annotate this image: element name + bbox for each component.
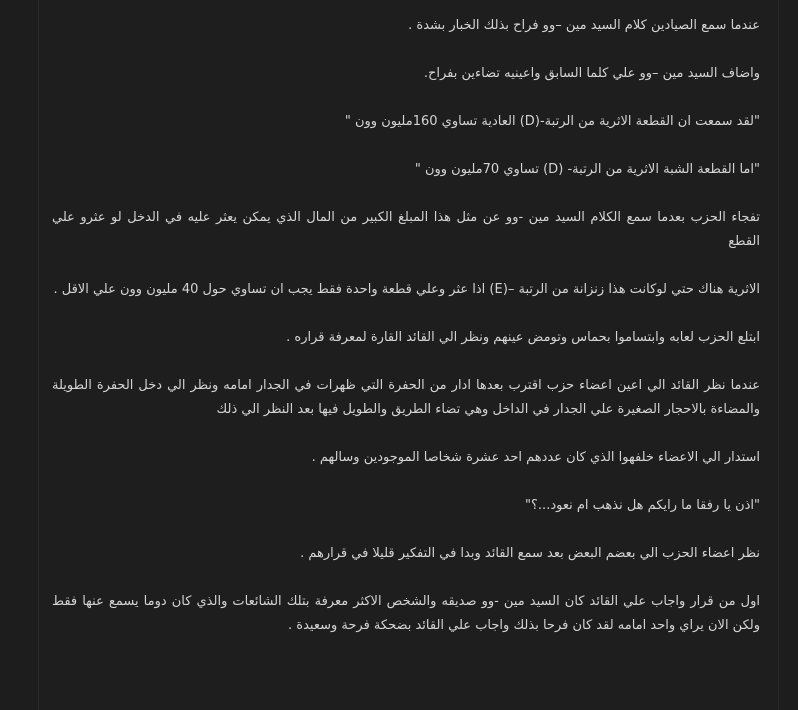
article-paragraph: تفجاء الحزب بعدما سمع الكلام السيد مين -وو عن مثل هذا المبلغ الكبير من المال الذي يمكن يعثر عليه في الدخل لو عثرو علي القطع — [52, 210, 760, 249]
article-body — [52, 14, 760, 638]
article-paragraph: "اما القطعة الشبة الاثرية من الرتبة- (D) تساوي 70مليون وون " — [414, 162, 760, 177]
article-paragraph: ابتلع الحزب لعابه وابتساموا بحماس وتومض عينهم ونظر الي القائد القارة لمعرفة قراره . — [286, 330, 760, 345]
article-paragraph: عندما نظر القائد الي اعين اعضاء حزب اقترب بعدها ادار من الحفرة التي ظهرات في الجدار امامه ونظر الي دخل الحفرة الطويلة والمضاءة بالاحجار الصغيرة علي الجدار في الداخل وهي تضاء الطريق والطويل فيها بعد النظر الي ذلك — [52, 378, 760, 417]
article-paragraph: "اذن يا رفقا ما رايكم هل نذهب ام نعود...؟" — [525, 498, 760, 513]
article-paragraph: استدار الي الاعضاء خلفهوا الذي كان عددهم احد عشرة شخاصا الموجودين وسالهم . — [311, 450, 760, 465]
article-paragraph: واضاف السيد مين –وو علي كلما السابق واعينيه تضاءين بفراح. — [423, 66, 760, 81]
article-paragraph: "لقد سمعت ان القطعة الاثرية من الرتبة-(D) العادية تساوي 160مليون وون " — [344, 114, 760, 129]
article-paragraph: نظر اعضاء الحزب الي بعضم البعض بعد سمع القائد وبدا في التفكير قليلا في قرارهم . — [300, 546, 760, 561]
article-paragraph: عندما سمع الصيادين كلام السيد مين –وو فراح بذلك الخبار بشدة . — [408, 18, 760, 33]
article-paragraph: اول من قرار واجاب علي القائد كان السيد مين -وو صديقه والشخص الاكثر معرفة بتلك الشائعات والذي كان دوما يسمع عنها فقط ولكن الان يراي واحد امامه لقد كان فرحا بذلك واجاب علي القائد بضحكة فرحة وسعيدة . — [52, 594, 760, 633]
article-paragraph: الاثرية هناك حتي لوكانت هذا زنزانة من الرتبة –(E) اذا عثر وعلي قطعة واحدة فقط يجب ان تساوي حول 40 مليون وون علي الاقل . — [53, 282, 760, 297]
